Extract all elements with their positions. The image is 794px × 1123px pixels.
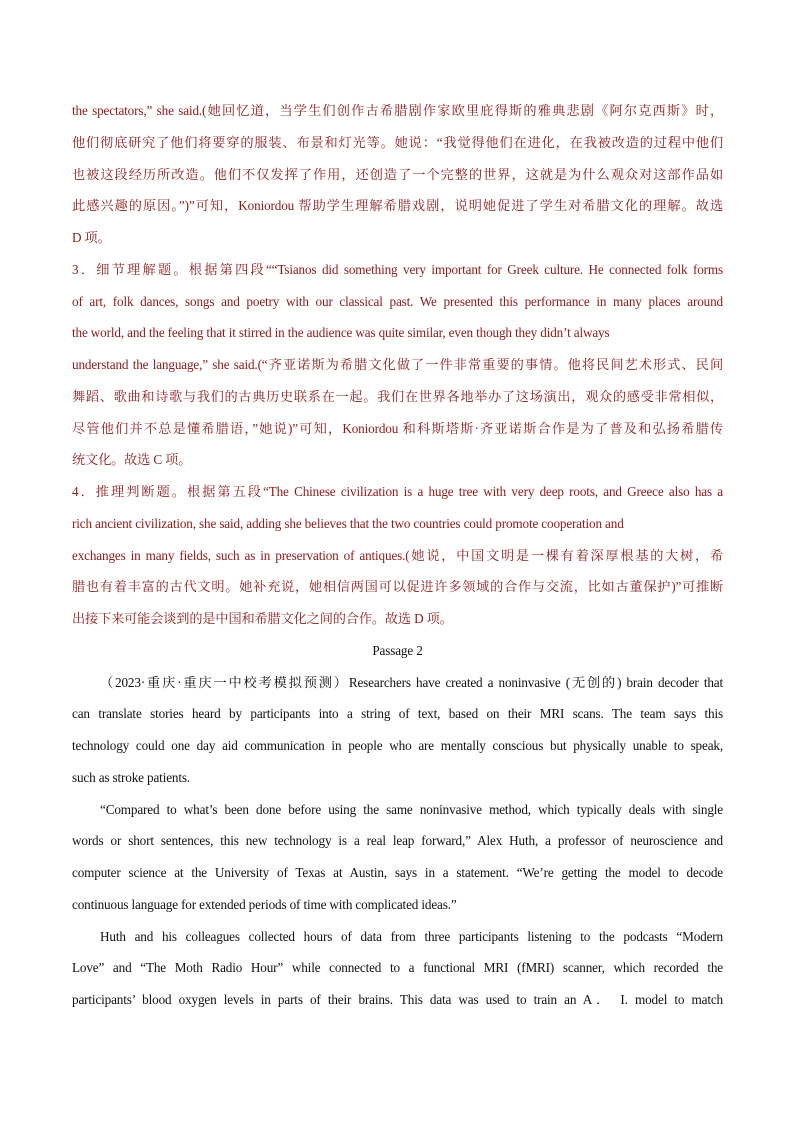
text-line: the world, and the feeling that it stirred in the audience was quite similar, even though they didn’t always (72, 325, 610, 341)
text-line: Love” and “The Moth Radio Hour” while connected to a functional MRI (fMRI) scanner, which recorded the (72, 960, 723, 976)
text-line: continuous language for extended periods of time with complicated ideas.” (72, 896, 457, 912)
text-line: understand the language,” she said.(“齐亚诺斯为希腊文化做了一件非常重要的事情。他将民间艺术形式、民间 (72, 357, 723, 372)
text-line: 尽管他们并不总是懂希腊语，”她说)”可知，Koniordou 和科斯塔斯·齐亚诺斯合作是为了普及和弘扬希腊传 (72, 420, 723, 436)
passage-title: Passage 2 (372, 642, 423, 658)
text-line: Huth and his colleagues collected hours of data from three participants listening to the podcasts “Modern (100, 928, 723, 944)
text-line: the spectators,” she said.(她回忆道，当学生们创作古希腊剧作家欧里庇得斯的雅典悲剧《阿尔克西斯》时， (72, 103, 723, 118)
text-line: 也被这段经历所改造。他们不仅发挥了作用，还创造了一个完整的世界，这就是为什么观众对这部作品如 (72, 166, 723, 182)
text-line: words or short sentences, this new technology is a real leap forward,” Alex Huth, a professor of neuroscience and (72, 833, 723, 849)
text-line: participants’ blood oxygen levels in parts of their brains. This data was used to train an A． I. model to match (72, 992, 723, 1007)
text-line: rich ancient civilization, she said, adding she believes that the two countries could promote cooperation and (72, 515, 624, 531)
text-line: computer science at the University of Texas at Austin, says in a statement. “We’re getting the model to decode (72, 865, 723, 880)
text-line: 此感兴趣的原因。”)”可知，Koniordou 帮助学生理解希腊戏剧，说明她促进了学生对希腊文化的理解。故选 (72, 198, 723, 214)
text-line: 3．细节理解题。根据第四段““Tsianos did something very important for Greek culture. He connected folk forms (72, 261, 723, 277)
passage-paragraph-3 (72, 921, 723, 1016)
text-line: D 项。 (72, 230, 111, 245)
text-line: “Compared to what’s been done before using the same noninvasive method, which typically deals with single (100, 801, 723, 817)
text-line: can translate stories heard by participants into a string of text, based on their MRI scans. The team says this (72, 706, 723, 722)
text-line: exchanges in many fields, such as in preservation of antiques.(她说，中国文明是一棵有着深厚根基的大树，希 (72, 547, 723, 563)
answer-continued (72, 95, 723, 254)
text-line: 统文化。故选 C 项。 (72, 452, 192, 468)
answer-q3 (72, 254, 723, 476)
text-line: 他们彻底研究了他们将要穿的服装、布景和灯光等。她说：“我觉得他们在进化，在我被改造的过程中他们 (72, 134, 723, 150)
text-line: 出接下来可能会谈到的是中国和希腊文化之间的合作。故选 D 项。 (72, 611, 453, 626)
document-page (72, 95, 723, 1016)
text-line: 舞蹈、歌曲和诗歌与我们的古典历史联系在一起。我们在世界各地举办了这场演出，观众的感受非常相似， (72, 388, 723, 404)
answer-q4 (72, 476, 723, 635)
text-line: technology could one day aid communication in people who are mentally conscious but physically unable to speak, (72, 738, 723, 753)
text-line: such as stroke patients. (72, 769, 190, 785)
passage-paragraph-2 (72, 794, 723, 921)
text-line: 4．推理判断题。根据第五段“The Chinese civilization is a huge tree with very deep roots, and Greece also has a (72, 484, 723, 499)
text-line: 腊也有着丰富的古代文明。她补充说，她相信两国可以促进许多领域的合作与交流，比如古董保护)”可推断 (72, 579, 723, 595)
passage-paragraph-1 (72, 667, 723, 794)
text-line: of art, folk dances, songs and poetry with our classical past. We presented this performance in many places around (72, 293, 723, 309)
text-line: （2023·重庆·重庆一中校考模拟预测）Researchers have created a noninvasive (无创的) brain decoder that (100, 674, 723, 690)
